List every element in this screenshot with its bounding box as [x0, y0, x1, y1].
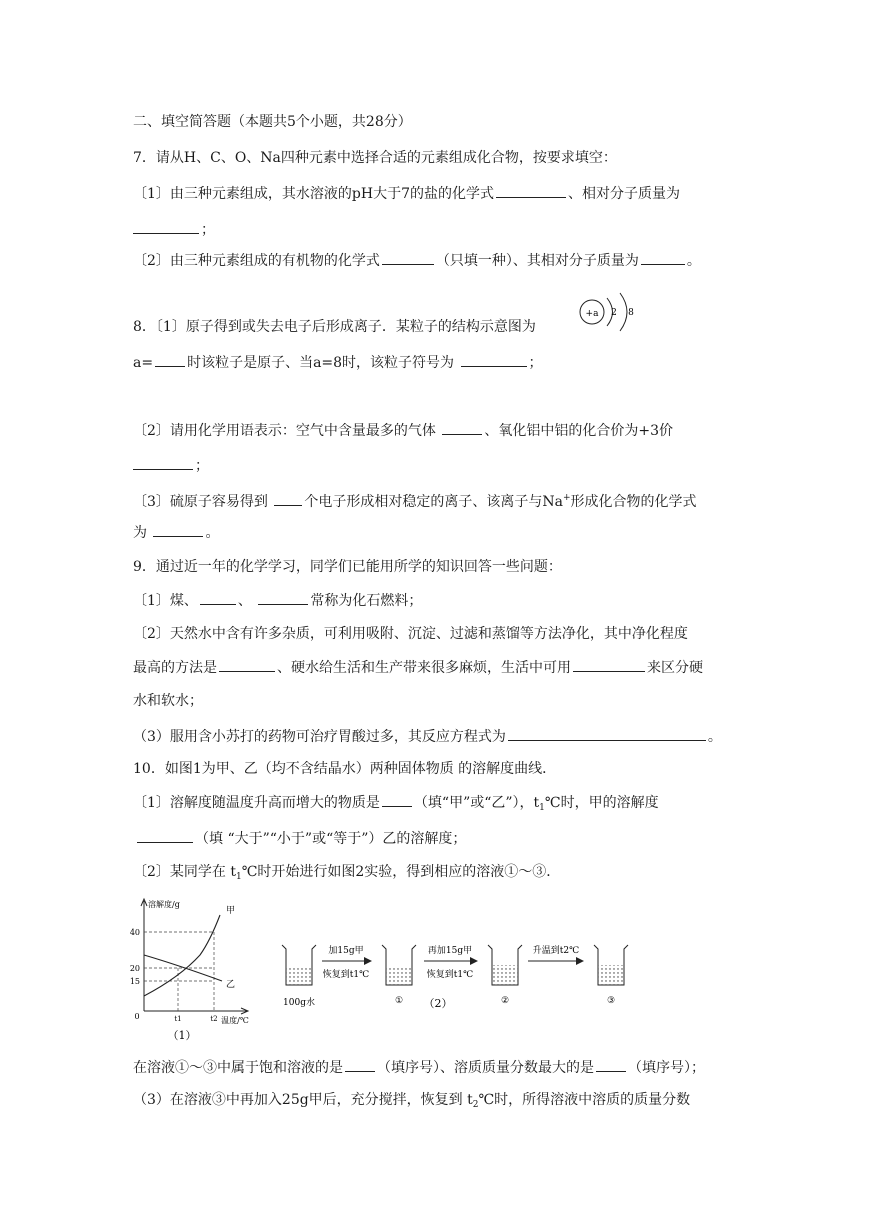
q10-part1: 〔1〕溶解度随温度升高而增大的物质是 （填“甲”或“乙”），$t_1℃$时，甲的溶解度 — [133, 792, 659, 818]
answer-blank[interactable] — [596, 1057, 626, 1072]
q7-stem: 7．请从H、C、O、Na四种元素中选择合适的元素组成化合物，按要求填空： — [133, 150, 617, 166]
curve-jia-label: 甲 — [226, 906, 236, 916]
q9-part2: 〔2〕天然水中含有许多杂质，可利用吸附、沉淀、过滤和蒸馏等方法净化，其中净化程度 — [133, 626, 688, 642]
experiment-figure — [276, 935, 646, 1045]
x-axis-label: 温度/℃ — [221, 1016, 249, 1025]
q10-part2: 〔2〕某同学在 $t_1℃$时开始进行如图2实验，得到相应的溶液①～③． — [133, 864, 561, 882]
shell1-electrons: 2 — [611, 308, 617, 318]
q8-part2: 〔2〕请用化学用语表示：空气中含量最多的气体 、氧化铝中铝的化合价为+3价 — [133, 420, 673, 441]
q7-part1: 〔1〕由三种元素组成，其水溶液的pH大于7的盐的化学式 、相对分子质量为 — [133, 183, 680, 204]
q8-part2-cont: ； — [133, 455, 209, 476]
answer-blank[interactable] — [508, 726, 706, 741]
q7-part2: 〔2〕由三种元素组成的有机物的化学式 （只填一种）、其相对分子质量为 。 — [133, 250, 701, 271]
q10-part1-cont: （填 “大于”“小于”或“等于”）乙的溶解度； — [133, 828, 466, 849]
answer-blank[interactable] — [133, 219, 199, 234]
q9-stem: 9．通过近一年的化学学习，同学们已能用所学的知识回答一些问题： — [133, 559, 562, 575]
figure2-caption: （2） — [423, 997, 453, 1010]
answer-blank[interactable] — [137, 828, 193, 843]
step1-bottom-label: 恢复到t1℃ — [322, 970, 370, 980]
q9-part2-cont2: 水和软水； — [133, 693, 203, 709]
shell2-electrons: 8 — [628, 308, 634, 318]
answer-blank[interactable] — [133, 455, 193, 470]
beaker-solution-3 — [594, 945, 628, 1006]
step1-arrow — [322, 944, 372, 980]
answer-blank[interactable] — [496, 183, 566, 198]
q8-part1-cont: a= 时该粒子是原子、当a=8时，该粒子符号为 ； — [133, 352, 543, 373]
q9-part3: （3）服用含小苏打的药物可治疗胃酸过多，其反应方程式为 。 — [133, 726, 722, 747]
solubility-curve-figure — [130, 893, 270, 1043]
y-axis-label: 溶解度/g — [148, 900, 180, 909]
beaker-water — [282, 945, 316, 1008]
atom-structure-diagram — [574, 290, 654, 340]
beaker0-label: 100g水 — [283, 998, 315, 1008]
answer-blank[interactable] — [345, 1057, 375, 1072]
answer-blank[interactable] — [573, 657, 645, 672]
step2-arrow — [424, 944, 478, 980]
answer-blank[interactable] — [442, 420, 482, 435]
answer-blank[interactable] — [219, 657, 275, 672]
y-tick-label: 15 — [130, 977, 140, 986]
answer-blank[interactable] — [200, 590, 236, 605]
q7-part1-cont: ； — [133, 219, 215, 240]
answer-blank[interactable] — [382, 250, 434, 265]
q8-part3-cont: 为 。 — [133, 522, 219, 543]
figure1-caption: （1） — [167, 1029, 197, 1042]
answer-blank[interactable] — [382, 792, 412, 807]
q10-part3: （3）在溶液③中再加入25g甲后，充分搅拌，恢复到 $t_2℃$时，所得溶液中溶质的质量分数 — [133, 1092, 691, 1110]
q10-part2-question: 在溶液①～③中属于饱和溶液的是 （填序号）、溶质质量分数最大的是 （填序号）； — [133, 1057, 705, 1078]
y-tick-label: 40 — [130, 928, 140, 937]
origin-label: 0 — [134, 1012, 140, 1021]
q9-part1: 〔1〕煤、 、 常称为化石燃料； — [133, 590, 422, 611]
q8-part1: 8．〔1〕原子得到或失去电子后形成离子．某粒子的结构示意图为 — [133, 319, 536, 335]
answer-blank[interactable] — [155, 352, 185, 367]
beaker-solution-1 — [382, 945, 416, 1006]
answer-blank[interactable] — [641, 250, 685, 265]
step2-top-label: 再加15g甲 — [427, 946, 473, 956]
x-tick-label: t2 — [210, 1015, 218, 1023]
step2-bottom-label: 恢复到t1℃ — [426, 970, 474, 980]
section-title: 二、填空简答题（本题共5个小题，共28分） — [133, 114, 412, 130]
answer-blank[interactable] — [153, 522, 203, 537]
answer-blank[interactable] — [461, 352, 527, 367]
step3-top-label: 升温到t2℃ — [532, 946, 580, 956]
q8-part3: 〔3〕硫原子容易得到 个电子形成相对稳定的离子、该离子与Na+形成化合物的化学式 — [133, 493, 697, 510]
nucleus-label: +a — [585, 309, 599, 319]
y-tick-label: 20 — [130, 964, 140, 973]
q10-stem: 10．如图1为甲、乙（均不含结晶水）两种固体物质 的溶解度曲线． — [133, 761, 557, 777]
step1-top-label: 加15g甲 — [328, 946, 364, 956]
step3-arrow — [528, 944, 584, 965]
electron-shell-arc — [620, 293, 627, 331]
q9-part2-cont: 最高的方法是 、硬水给生活和生产带来很多麻烦，生活中可用 来区分硬 — [133, 657, 703, 678]
curve-yi-label: 乙 — [226, 980, 236, 990]
beaker1-label: ① — [394, 996, 404, 1006]
beaker-solution-2 — [488, 945, 522, 1006]
answer-blank[interactable] — [258, 590, 308, 605]
beaker2-label: ② — [500, 996, 510, 1006]
x-tick-label: t1 — [174, 1015, 182, 1023]
beaker3-label: ③ — [606, 996, 616, 1006]
answer-blank[interactable] — [274, 491, 302, 506]
curve-jia — [144, 915, 220, 996]
